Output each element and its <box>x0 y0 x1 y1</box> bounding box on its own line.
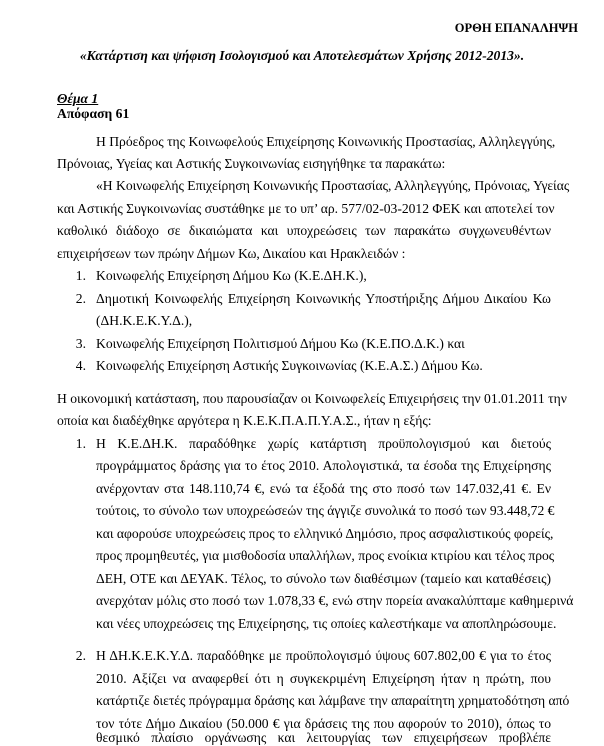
list-item-text: 2010. Αξίζει να αναφερθεί ότι η συγκεκριμένη Επιχείρηση ήταν η πρώτη, που <box>96 671 551 686</box>
list-item-text: ανέρχονταν στα 148.110,74 €, ενώ τα έξοδά της στο ποσό των 147.032,41 €. Εν <box>96 481 551 496</box>
topic-heading: Θέμα 1 <box>57 91 99 106</box>
list-item-number: 2. <box>75 648 86 663</box>
list-item-text: ΔΕΗ, ΟΤΕ και ΔΕΥΑΚ. Τέλος, το σύνολο των διαθέσιμων (ταμείο και καταθέσεις) <box>96 571 551 586</box>
list-item-number: 3. <box>75 336 86 351</box>
document-title: «Κατάρτιση και ψήφιση Ισολογισμού και Αποτελεσμάτων Χρήσης 2012-2013». <box>79 48 525 63</box>
list-item-text: Η ΔΗ.Κ.Ε.Κ.Υ.Δ. παραδόθηκε με προϋπολογισμό ύψους 607.802,00 € για το έτος <box>96 648 551 663</box>
list-item-text: (ΔΗ.Κ.Ε.Κ.Υ.Δ.), <box>96 313 193 328</box>
quote-line: «Η Κοινωφελής Επιχείρηση Κοινωνικής Προστασίας, Αλληλεγγύης, Πρόνοιας, Υγείας <box>96 178 570 193</box>
list-item-number: 1. <box>75 268 86 283</box>
correction-header: ΟΡΘΗ ΕΠΑΝΑΛΗΨΗ <box>454 21 578 35</box>
list-item-text: προγράμματος δράσης για το έτος 2010. Απολογιστικά, τα έσοδα της Επιχείρησης <box>96 458 551 473</box>
quote-line: καθολικό διάδοχο σε δικαιώματα και υποχρεώσεις των παρακάτω συγχωνευθέντων <box>57 223 551 238</box>
list-item-text: ανερχόταν μόλις στο ποσό των 1.078,33 €, ενώ στην πορεία ανακαλύπταμε καθημερινά <box>96 593 574 608</box>
list-item-number: 2. <box>75 291 86 306</box>
paragraph-line: Η οικονομική κατάσταση, που παρουσίαζαν οι Κοινωφελείς Επιχειρήσεις την 01.01.2011 την <box>57 391 567 406</box>
list-item-text: τούτοις, το σύνολο των υποχρεώσεών της άγγιζε συνολικά το ποσό των 93.448,72 € <box>96 503 555 518</box>
list-item-text: τον τότε Δήμο Δικαίου (50.000 € για δράσεις της που αφορούν το 2010), όπως το <box>96 716 551 731</box>
decision-number: Απόφαση 61 <box>57 106 130 121</box>
list-item-text: και νέες υποχρεώσεις της Επιχείρησης, τις οποίες καλεστήκαμε να αποπληρώσουμε. <box>96 616 557 631</box>
quote-line: επιχειρήσεων των πρώην Δήμων Κω, Δικαίου και Ηρακλειδών : <box>57 246 406 261</box>
list-item-text: και αφορούσε υποχρεώσεις προς το ελληνικό Δημόσιο, προς ασφαλιστικούς φορείς, <box>96 526 554 541</box>
paragraph-line: οποία και διαδέχθηκε αργότερα η Κ.Ε.Κ.Π.Α.Π.Υ.Α.Σ., ήταν η εξής: <box>57 413 432 428</box>
intro-line: Πρόνοιας, Υγείας και Αστικής Συγκοινωνίας εισηγήθηκε τα παρακάτω: <box>57 156 446 171</box>
list-item-number: 4. <box>75 358 86 373</box>
list-item-text: Κοινωφελής Επιχείρηση Αστικής Συγκοινωνίας (Κ.Ε.Α.Σ.) Δήμου Κω. <box>96 358 483 373</box>
list-item-text: Κοινωφελής Επιχείρηση Δήμου Κω (Κ.Ε.ΔΗ.Κ.), <box>96 268 367 283</box>
list-item-text: Η Κ.Ε.ΔΗ.Κ. παραδόθηκε χωρίς κατάρτιση προϋπολογισμού και διετούς <box>96 436 551 451</box>
list-item-text: θεσμικό πλαίσιο οργάνωσης και λειτουργίας των επιχειρήσεων προβλέπε <box>96 730 551 745</box>
list-item-text: Κοινωφελής Επιχείρηση Πολιτισμού Δήμου Κω (Κ.Ε.ΠΟ.Δ.Κ.) και <box>96 336 465 351</box>
list-item-text: προς προμηθευτές, για μισθοδοσία υπαλλήλων, προς ενοίκια κτιρίου και τέλος προς <box>96 548 555 563</box>
quote-line: και Αστικής Συγκοινωνίας συστάθηκε με το υπ’ αρ. 577/02-03-2012 ΦΕΚ και αποτελεί τον <box>57 201 555 216</box>
list-item-text: κατάρτιζε διετές πρόγραμμα δράσης και λάμβανε την απαραίτητη χρηματοδότηση από <box>96 693 570 708</box>
list-item-text: Δημοτική Κοινωφελής Επιχείρηση Κοινωνικής Υποστήριξης Δήμου Δικαίου Κω <box>96 291 551 306</box>
intro-line: Η Πρόεδρος της Κοινωφελούς Επιχείρησης Κοινωνικής Προστασίας, Αλληλεγγύης, <box>96 134 556 149</box>
list-item-number: 1. <box>75 436 86 451</box>
